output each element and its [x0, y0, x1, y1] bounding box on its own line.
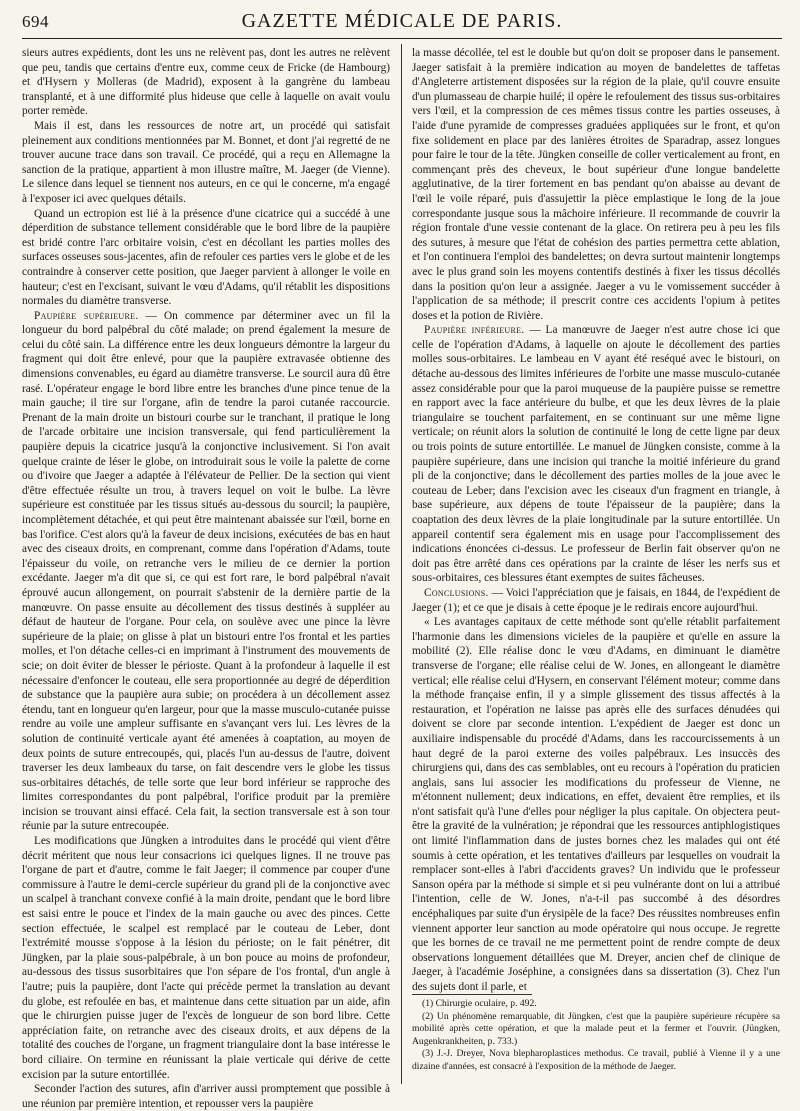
- paragraph: « Les avantages capitaux de cette méthode sont qu'elle rétablit parfaitement l'harmonie dans les dimensions vicieles de la paupière et qu'elle en assure la mobilité (2). Elle réalise donc le vœu d'Adams, en diminuant le diamètre transverse de l'organe; elle réalise celui de W. Jones, en allongeant le diamètre vertical; elle réalise celui d'Hysern, en conservant l'élément moteur; comme dans la méthode française enfin, il y a simple glissement des tissus affectés à la restauration, et l'opération ne laisse pas après elle des surfaces dénudées qui doivent se clore par seconde intention. L'expédient de Jaeger est donc un auxiliaire indispensable du procédé d'Adams, dans les raccourcissements à un haut degré de la paroi externe des voiles palpébraux. Les insuccès des chirurgiens qui, dans des cas semblables, ont eu recours à l'opération du praticien anglais, sans lui associer les modifications du professeur de Vienne, ne m'étonnent nullement; deux indications, en effet, devaient être remplies, et ils n'ont satisfait qu'à l'une d'elles pour négliger la plus capitale. On objectera peut-être la gravité de la vulnération; je répondrai que les ressources antiphlogistiques ont limité l'inflammation dans de justes bornes chez les malades qui ont été soumis à cette opération, et les tentatives d'ailleurs par lesquelles on voudrait la remplacer sont-elles à l'abri d'accidents graves? Un individu que le professeur Sanson opéra par la méthode si simple et si peu vulnérante dont on lui a attribué l'intention, celle de W. Jones, n'a-t-il pas succombé à des désordres encéphaliques par suite d'un érysipèle de la face? Des réussites nombreuses enfin viennent apporter leur sanction au mode opératoire qui nous occupe. Je regrette que les bornes de ce travail ne me permettent point de rendre compte de deux observations longuement détaillées que M. Dreyer, ancien chef de clinique de Jaeger, à l'académie Joséphine, a consignées dans sa dissertation (3). Chez l'un des sujets dont il parle, et: [412, 616, 780, 993]
- column-divider: [401, 44, 402, 1084]
- paragraph-text: — La manœuvre de Jaeger n'est autre chose ici que celle de l'opération d'Adams, à laquelle on ajoute le décollement des parties molles sous-orbitaires. Le lambeau en V ayant été reséqué avec le bistouri, on détache au-dessous des limites inférieures de l'orbite une masse musculo-cutanée assez considérable pour que la paroi muqueuse de la paupière puisse se remettre en rapport avec la face antérieure du bulbe, et que les deux lèvres de la plaie triangulaire se touchent parfaitement, en se continuant sur une même ligne verticale; on réunit alors la solution de continuité le long de cette ligne par deux ou trois points de suture entortillée. Le manuel de Jüngken consiste, comme à la paupière supérieure, dans une incision qui tranche la moitié inférieure du grand pli de la conjonctive; dans le décollement des parties molles de la joue avec le couteau de Leber; dans l'excision avec les ciseaux d'un fragment en triangle, à base supérieure, aux dépens de toute l'épaisseur de la paupière; dans la coaptation des deux lèvres de la plaie longitudinale par la suture entortillée. Un appareil contentif sera également mis en usage pour l'accomplissement des indications énoncées ci-dessus. Le professeur de Berlin fait observer qu'on ne doit pas être arrêté dans ces opérations par la crainte de léser les nerfs sus et sous-orbitaires, ces blessures étant exemptes de suites fâcheuses.: [412, 324, 781, 585]
- footnote: (1) Chirurgie oculaire, p. 492.: [422, 998, 537, 1009]
- footnote-rule: [412, 994, 532, 995]
- paragraph-text: — Voici l'appréciation que je faisais, en 1844, de l'expédient de Jaeger (1); et ce que je disais à cette époque je le redirais encore aujourd'hui.: [412, 586, 780, 614]
- paragraph: [412, 586, 780, 615]
- footnotes: [412, 994, 780, 1073]
- right-column: [412, 46, 781, 993]
- paragraph: Mais il est, dans les ressources de notre art, un procédé qui satisfait pleinement aux conditions mentionnées par M. Bonnet, et dont j'ai regretté de ne trouver aucune trace dans son travail. Ce procédé, qui a reçu en Allemagne la sanction de la pratique, appartient à mon illustre maître, M. Jaeger (de Vienne). Le silence dans lequel se tiennent nos auteurs, en ce qui le concerne, m'a engagé à l'exposer ici avec quelques détails.: [22, 119, 390, 205]
- paragraph: sieurs autres expédients, dont les uns ne relèvent pas, dont les autres ne relèvent que peu, tandis que certains d'entre eux, comme ceux de Fricke (de Hambourg) et d'Hysern y Molleras (de Madrid), exposent à la gangrène du lambeau transplanté, et à une difformité plus hideuse que celle à laquelle on avait voulu porter remède.: [22, 47, 390, 118]
- paragraph: Les modifications que Jüngken a introduites dans le procédé qui vient d'être décrit méritent que nous leur consacrions ici quelques lignes. Il ne trouve pas l'organe de part et d'autre, comme le fait Jaeger; il commence par couper d'une commissure à l'autre le demi-cercle supérieur du grand pli de la conjonctive avec un scalpel à tranchant convexe confié à la main droite, pendant que le bord libre est saisi entre le pouce et l'index de la main gauche ou avec des pinces. Cette section effectuée, le scalpel est remplacé par le couteau de Leber, dont l'extrémité mousse s'oppose à la lésion du périoste; on le fait pénétrer, dit Jüngken, par la plaie sous-palpébrale, à un bon pouce au moins de profondeur, au-dessous des tissus susorbitaires que l'on sépare de l'os frontal, d'un angle à l'autre; puis la paupière, dont l'acte qui précède permet la translation au devant du globe, est refoulée en bas, et maintenue dans cette situation par un aide, afin que le chirurgien puisse juger de l'excès de longueur de son bord libre. Cette appréciation faite, on retranche avec des ciseaux droits, et aux dépens de la totalité des couches de l'organe, un fragment triangulaire dont la base intéresse le bord ciliaire. On termine en réunissant la plaie verticale qui dérive de cette excision par la suture entortillée.: [22, 835, 390, 1081]
- paragraph: Seconder l'action des sutures, afin d'arriver aussi promptement que possible à une réunion par première intention, et repousser vers la paupière: [22, 1083, 390, 1110]
- section-heading: Conclusions.: [424, 586, 489, 599]
- paragraph: [412, 323, 780, 586]
- journal-title: GAZETTE MÉDICALE DE PARIS.: [241, 10, 563, 32]
- paragraph: la masse décollée, tel est le double but qu'on doit se proposer dans le pansement. Jaeger satisfait à la première indication au moyen de bandelettes de taffetas d'Angleterre artistement disposées sur la région de la plaie, qu'il couvre ensuite d'un plumasseau de charpie huilé; il opère le refoulement des tissus sus-orbitaires vers l'œil, et la compression de ces mêmes tissus contre les parties osseuses, à l'aide d'une pyramide de compresses graduées appliquées sur le front, et qu'on fixe solidement en place par des lanières étroites de Sparadrap, assez longues pour faire le tour de la tête. Jüngken conseille de coller verticalement au front, en commençant près des cheveux, le bout supérieur d'une longue bandelette agglutinative, de la tirer fortement en bas pendant qu'on abaisse au devant de l'œil le voile réparé, puis d'assujettir la pièce emplastique le long de la joue correspondante jusque sous la mâchoire inférieure. Il recommande de couvrir la région frontale d'une vessie contenant de la glace. On retirera peu à peu les fils des sutures, à mesure que l'état de cohésion des parties permettra cette ablation, et l'on continuera l'emploi des bandelettes; on devra surtout maintenir longtemps avec le plus grand soin les moyens contentifs destinés à fixer les tissus décollés dans la position qu'on leur a assignée. Jaeger a vu le vomissement succéder à l'application de sa méthode; il prescrit contre ces accidents l'opium à petites doses et la potion de Rivière.: [412, 47, 780, 322]
- footnote: (2) Un phénomène remarquable, dit Jüngken, c'est que la paupière supérieure récupère sa mobilité après cette opération, et que la malade peut et la fermer et l'ouvrir. (Jüngken, Augenkrankheiten, p. 733.): [412, 1010, 780, 1047]
- footnote: (3) J.-J. Dreyer, Nova blepharoplastices methodus. Ce travail, publié à Vienne il y a une dizaine d'années, est consacré à l'exposition de la méthode de Jaeger.: [412, 1048, 780, 1072]
- page-header: [22, 8, 782, 39]
- left-column: [22, 46, 390, 1110]
- page-number: 694: [22, 12, 49, 31]
- section-heading: Paupière supérieure.: [34, 309, 139, 322]
- paragraph: Quand un ectropion est lié à la présence d'une cicatrice qui a succédé à une déperdition de substance tellement considérable que le bord libre de la paupière est bridé contre l'arc orbitaire voisin, c'est en décollant les parties molles des surfaces osseuses sous-jacentes, afin de refouler ces parties vers le globe et de les contraindre à conserver cette position, que Jaeger parvient à allonger le voile en hauteur; c'est en l'excisant, suivant le vœu d'Adams, qu'il rétablit les dispositions normales du diamètre transverse.: [22, 207, 390, 308]
- section-heading: Paupière inférieure.: [424, 324, 525, 337]
- paragraph-text: — On commence par déterminer avec un fil la longueur du bord palpébral du côté malade; on prend également la mesure de celui du côté sain. La différence entre les deux longueurs démontre la largeur du fragment qui doit être enlevé, pour que la paupière extravasée obtienne des dimensions convenables, eu égard au diamètre transverse. Le sourcil aura dû être rasé. L'opérateur engage le bord libre entre les branches d'une pince tenue de la main gauche; il tire sur l'organe, afin de tendre la paroi cutanée raccourcie. Prenant de la main droite un bistouri courbe sur le tranchant, il pratique le long de l'arcade orbitaire une incision transversale, qui fend particulièrement la paupière depuis la cicatrice jusqu'à la conjonctive inclusivement. Si l'on avait quelque crainte de léser le globe, on introduirait sous le voile la palette de corne ou d'ivoire que Jaeger a adaptée à l'élévateur de Pellier. De la section qui vient d'être effectuée résulte un trou, à travers lequel on voit le bulbe. La lèvre supérieure est constituée par les tissus situés au-dessous du sourcil; la paupière, incomplètement détachée, et qui peut être maintenant abaissée sur l'œil, borne en bas l'orifice. C'est alors qu'à la faveur de deux incisions, exécutées de bas en haut avec des ciseaux droits, en comprenant, comme dans l'opération d'Adams, toute l'épaisseur du voile, on retranche vers le milieu de ce dernier la portion excédante. Jaeger m'a dit que si, ce qui est fort rare, le bord palpébral n'avait éprouvé aucun allongement, on pourrait s'abstenir de la dernière partie de la manœuvre. On passe ensuite au décollement des tissus destinés à suppléer au défaut de hauteur de l'organe. Pour cela, on soulève avec une pince la lèvre supérieure de la plaie; on glisse à plat un bistouri entre l'os frontal et les parties molles, et l'on détache celles-ci en imprimant à l'instrument des mouvements de scie; on doit éviter de blesser le périoste. Quant à la profondeur à laquelle il est nécessaire d'enfoncer le couteau, elle sera proportionnée au degré de déperdition de substance que la paupière aura subie; on procédera à un décollement assez étendu, tant en longueur qu'en largeur, pour que la masse musculo-cutanée puisse rendre au voile une ampleur suffisante en s'avançant vers lui. Les lèvres de la solution de continuité verticale ayant été amenées à coaptation, au moyen de deux points de suture entrecoupés, qui, placés l'un au-dessus de l'autre, doivent traverser les deux lambeaux du tarse, on fait descendre vers le globe les tissus sus-orbitaires détachés, de telle sorte que leur bord inférieur se rapproche des limites correspondantes du pont palpébral, l'orifice produit par la première incision se trouvant ainsi effacé. Cela fait, la section transversale est à son tour réunie par la suture entrecoupée.: [22, 309, 390, 833]
- paragraph: [22, 309, 390, 834]
